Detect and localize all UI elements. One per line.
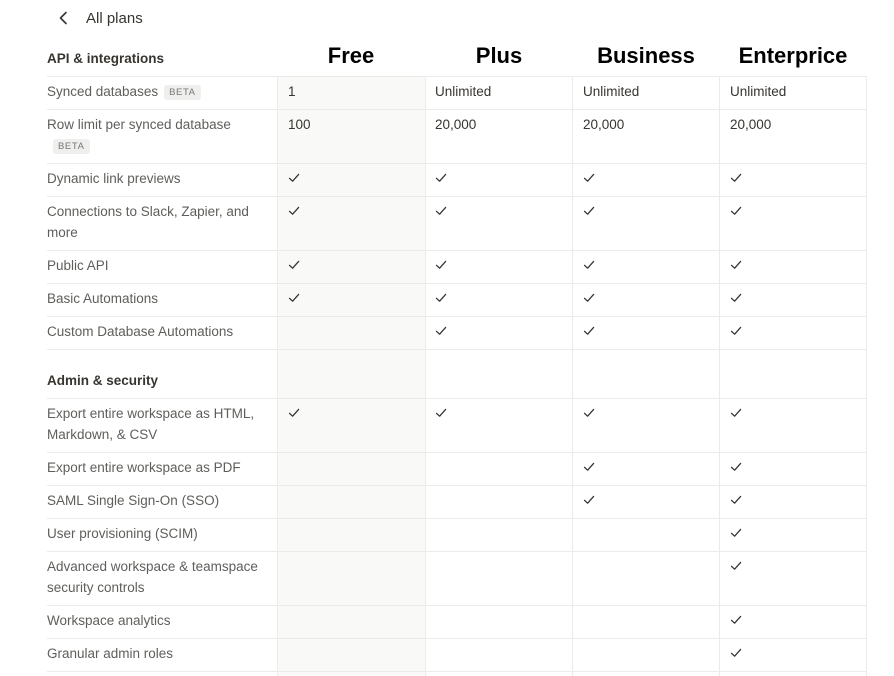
checkmark-icon	[583, 259, 595, 271]
free-column-background	[277, 76, 425, 676]
feature-label: Synced databases BETA	[47, 81, 269, 102]
checkmark-icon	[435, 292, 447, 304]
row-divider	[47, 485, 866, 486]
row-divider	[47, 398, 866, 399]
feature-label: Connections to Slack, Zapier, and more	[47, 204, 249, 240]
row-divider	[47, 349, 866, 350]
plan-header-business: Business	[597, 43, 695, 68]
row-divider	[47, 109, 866, 110]
checkmark-icon	[288, 172, 300, 184]
row-divider	[47, 638, 866, 639]
checkmark-icon	[288, 205, 300, 217]
checkmark-icon	[583, 292, 595, 304]
checkmark-icon	[730, 172, 742, 184]
row-divider	[47, 76, 866, 77]
feature-label: Export entire workspace as PDF	[47, 460, 241, 475]
checkmark-icon	[435, 407, 447, 419]
plan-header-free: Free	[327, 43, 375, 68]
checkmark-icon	[435, 172, 447, 184]
feature-label: Custom Database Automations	[47, 324, 234, 339]
section-title: Admin & security	[47, 373, 159, 388]
column-divider	[719, 76, 720, 676]
cell-value: Unlimited	[583, 84, 640, 99]
feature-label: Export entire workspace as HTML, Markdown, & CSV	[47, 406, 255, 442]
back-label: All plans	[86, 9, 143, 27]
cell-value: Unlimited	[730, 84, 787, 99]
beta-badge: BETA	[164, 85, 201, 100]
checkmark-icon	[583, 325, 595, 337]
checkmark-icon	[583, 461, 595, 473]
feature-label: User provisioning (SCIM)	[47, 526, 198, 541]
plan-header-plus: Plus	[475, 43, 523, 68]
column-divider	[277, 76, 278, 676]
checkmark-icon	[583, 407, 595, 419]
beta-badge: BETA	[53, 139, 90, 154]
checkmark-icon	[730, 205, 742, 217]
checkmark-icon	[730, 494, 742, 506]
checkmark-icon	[730, 560, 742, 572]
row-divider	[47, 551, 866, 552]
checkmark-icon	[288, 407, 300, 419]
row-divider	[47, 671, 866, 672]
feature-label: SAML Single Sign-On (SSO)	[47, 493, 220, 508]
checkmark-icon	[288, 292, 300, 304]
checkmark-icon	[730, 647, 742, 659]
feature-label: Granular admin roles	[47, 646, 174, 661]
cell-value: 100	[288, 117, 311, 132]
row-divider	[47, 518, 866, 519]
checkmark-icon	[583, 205, 595, 217]
checkmark-icon	[435, 259, 447, 271]
section-title: API & integrations	[47, 51, 165, 66]
checkmark-icon	[435, 205, 447, 217]
plan-header-enterprice: Enterprice	[738, 43, 848, 68]
checkmark-icon	[730, 292, 742, 304]
feature-label: Public API	[47, 258, 109, 273]
feature-label: Dynamic link previews	[47, 171, 181, 186]
cell-value: 1	[288, 84, 296, 99]
column-divider	[572, 76, 573, 676]
checkmark-icon	[435, 325, 447, 337]
feature-label: Advanced workspace & teamspace security controls	[47, 559, 258, 595]
checkmark-icon	[730, 325, 742, 337]
row-divider	[47, 316, 866, 317]
checkmark-icon	[730, 461, 742, 473]
cell-value: 20,000	[730, 117, 772, 132]
checkmark-icon	[730, 527, 742, 539]
checkmark-icon	[583, 172, 595, 184]
feature-label: Basic Automations	[47, 291, 159, 306]
column-divider	[425, 76, 426, 676]
checkmark-icon	[288, 259, 300, 271]
checkmark-icon	[730, 614, 742, 626]
checkmark-icon	[730, 259, 742, 271]
column-divider	[866, 76, 867, 676]
row-divider	[47, 452, 866, 453]
cell-value: Unlimited	[435, 84, 492, 99]
row-divider	[47, 250, 866, 251]
feature-label: Workspace analytics	[47, 613, 171, 628]
checkmark-icon	[730, 407, 742, 419]
cell-value: 20,000	[435, 117, 477, 132]
row-divider	[47, 605, 866, 606]
cell-value: 20,000	[583, 117, 625, 132]
feature-label: Row limit per synced databaseBETA	[47, 117, 231, 152]
row-divider	[47, 283, 866, 284]
row-divider	[47, 196, 866, 197]
checkmark-icon	[583, 494, 595, 506]
row-divider	[47, 163, 866, 164]
